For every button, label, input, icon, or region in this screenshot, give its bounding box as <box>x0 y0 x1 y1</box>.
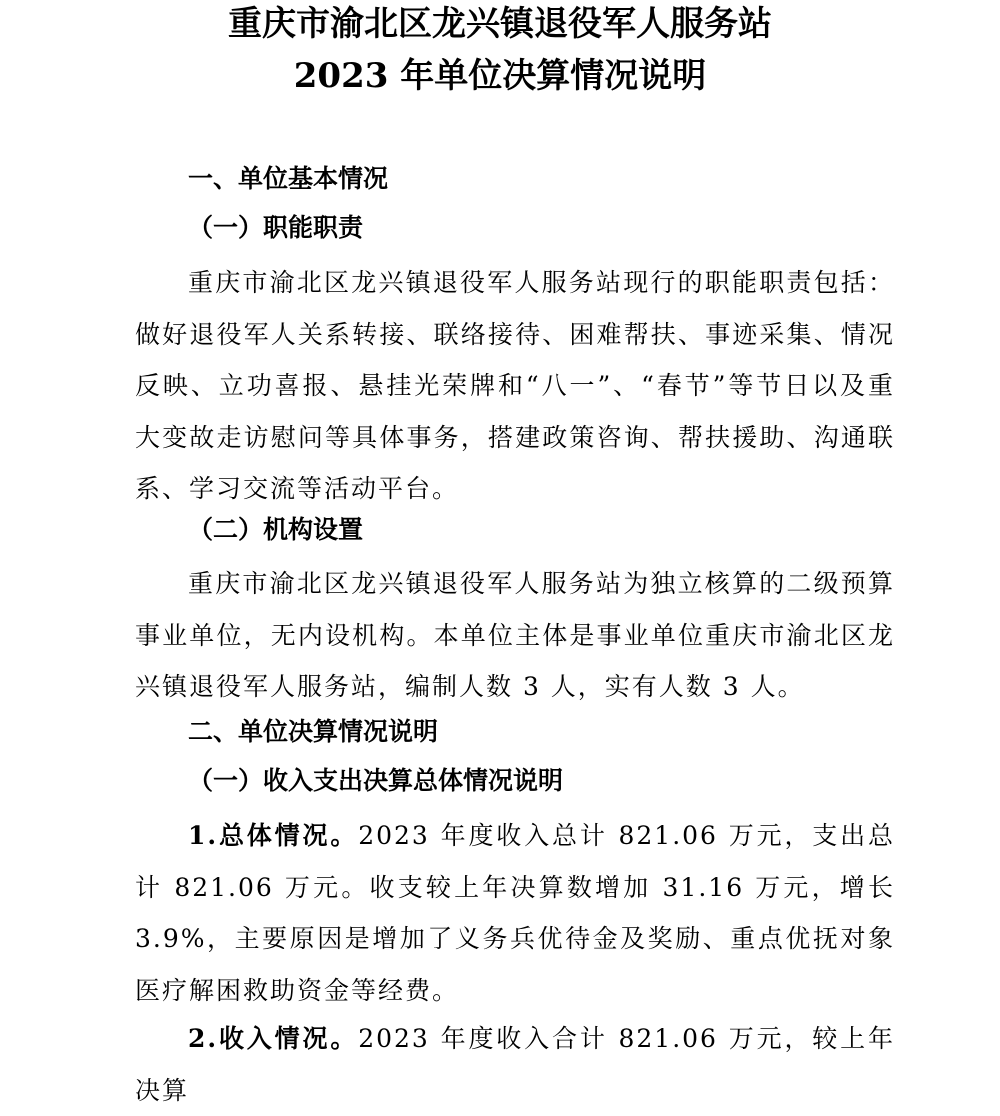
section-heading-final-accounts: 二、单位决算情况说明 <box>188 717 439 746</box>
item-lead-overall: 1.总体情况。 <box>188 821 359 850</box>
item-text-income: 2023 年度收入合计 821.06 万元，较上年决算 <box>135 1024 895 1105</box>
subsection-heading-income-expense: （一）收入支出决算总体情况说明 <box>188 766 564 795</box>
paragraph-organization: 重庆市渝北区龙兴镇退役军人服务站为独立核算的二级预算事业单位，无内设机构。本单位主体是事业单位重庆市渝北区龙兴镇退役军人服务站，编制人数 3 人，实有人数 3 人。 <box>135 569 895 701</box>
paragraph-income-situation <box>135 1013 895 1116</box>
subsection-heading-duties: （一）职能职责 <box>188 213 364 242</box>
paragraph-duties: 重庆市渝北区龙兴镇退役军人服务站现行的职能职责包括：做好退役军人关系转接、联络接待、困难帮扶、事迹采集、情况反映、立功喜报、悬挂光荣牌和“八一”、“春节”等节日以及重大变故走访慰问等具体事务，搭建政策咨询、帮扶援助、沟通联系、学习交流等活动平台。 <box>135 268 895 503</box>
document-title-line2: 2023 年单位决算情况说明 <box>293 56 707 96</box>
section-heading-basic-info: 一、单位基本情况 <box>188 164 389 193</box>
document-title-line1: 重庆市渝北区龙兴镇退役军人服务站 <box>228 4 772 44</box>
subsection-heading-organization: （二）机构设置 <box>188 515 364 544</box>
item-lead-income: 2.收入情况。 <box>188 1024 359 1053</box>
paragraph-overall-situation <box>135 810 895 1016</box>
item-text-overall: 2023 年度收入总计 821.06 万元，支出总计 821.06 万元。收支较上年决算数增加 31.16 万元，增长 3.9%，主要原因是增加了义务兵优待金及奖励、重点优抚对象医疗解困救助资金等经费。 <box>135 821 895 1005</box>
